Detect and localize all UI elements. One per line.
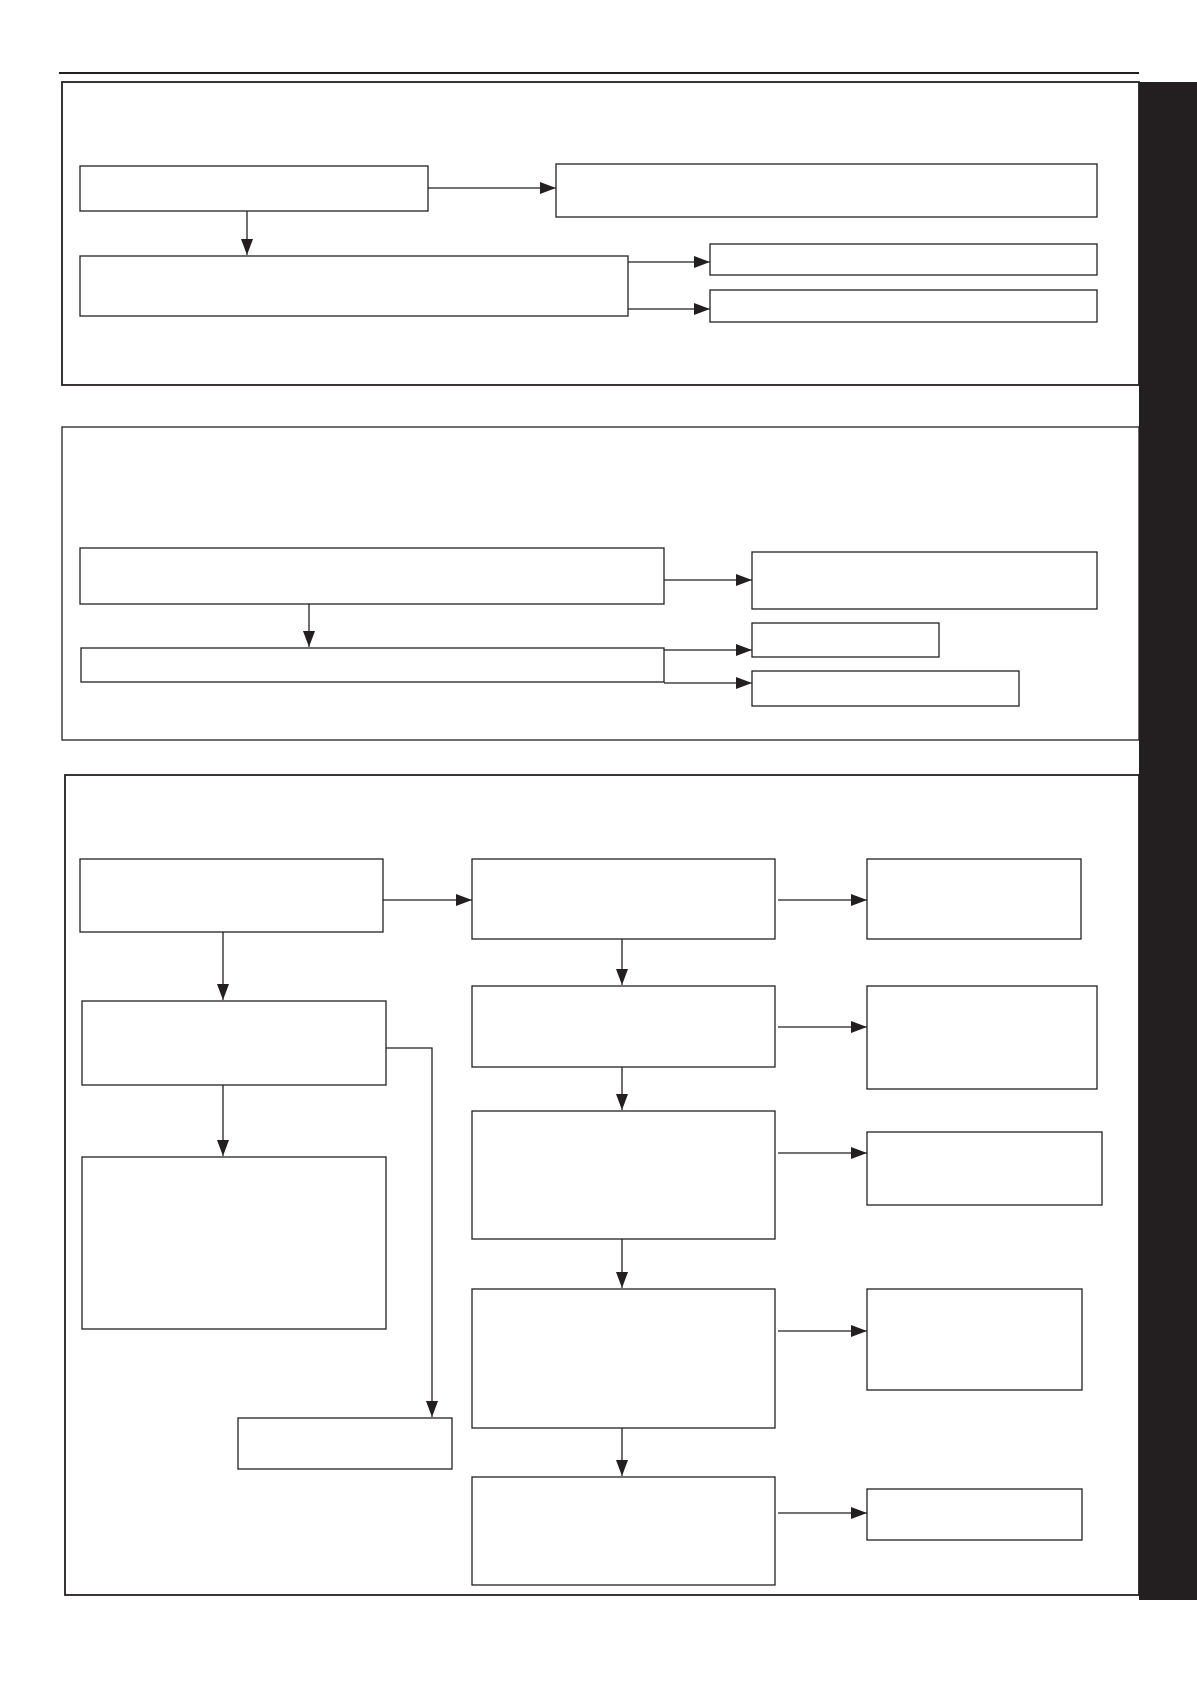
fc1-box-option-a: [710, 244, 1097, 275]
fc1-box-check: [80, 256, 628, 316]
side-tab: [1139, 82, 1197, 1600]
fc2-box-check: [81, 648, 664, 682]
section-frame-1: [62, 82, 1139, 385]
fc3-box-right-2: [867, 986, 1097, 1089]
fc3-box-left-3: [82, 1157, 386, 1329]
fc2-box-option-b: [752, 671, 1019, 706]
fc2-box-start: [80, 548, 664, 604]
fc3-box-right-5: [867, 1489, 1082, 1540]
fc3-box-left-2: [82, 1001, 386, 1085]
fc3-box-mid-2: [472, 986, 775, 1067]
fc3-box-left-1: [80, 859, 383, 932]
fc3-box-right-3: [867, 1132, 1102, 1205]
section-frame-3: [65, 775, 1139, 1595]
fc3-box-mid-4: [472, 1289, 775, 1428]
fc1-box-start: [80, 166, 428, 211]
fc3-box-mid-1: [472, 859, 775, 939]
section-frame-2: [62, 427, 1139, 740]
fc2-box-result: [752, 552, 1097, 609]
flowchart-1: [62, 82, 1139, 385]
fc3-box-right-4: [867, 1289, 1082, 1390]
fc3-arrow-left2-to-bottom: [386, 1048, 432, 1417]
fc3-box-mid-3: [472, 1111, 775, 1239]
flowchart-2: [62, 427, 1139, 740]
fc3-box-right-1: [867, 859, 1081, 939]
fc3-box-bottom-left: [238, 1418, 452, 1469]
fc1-box-result: [556, 164, 1097, 217]
flowchart-3: [65, 775, 1139, 1595]
fc1-box-option-b: [710, 290, 1097, 322]
fc2-box-option-a: [752, 623, 939, 657]
fc3-box-mid-5: [472, 1477, 775, 1585]
